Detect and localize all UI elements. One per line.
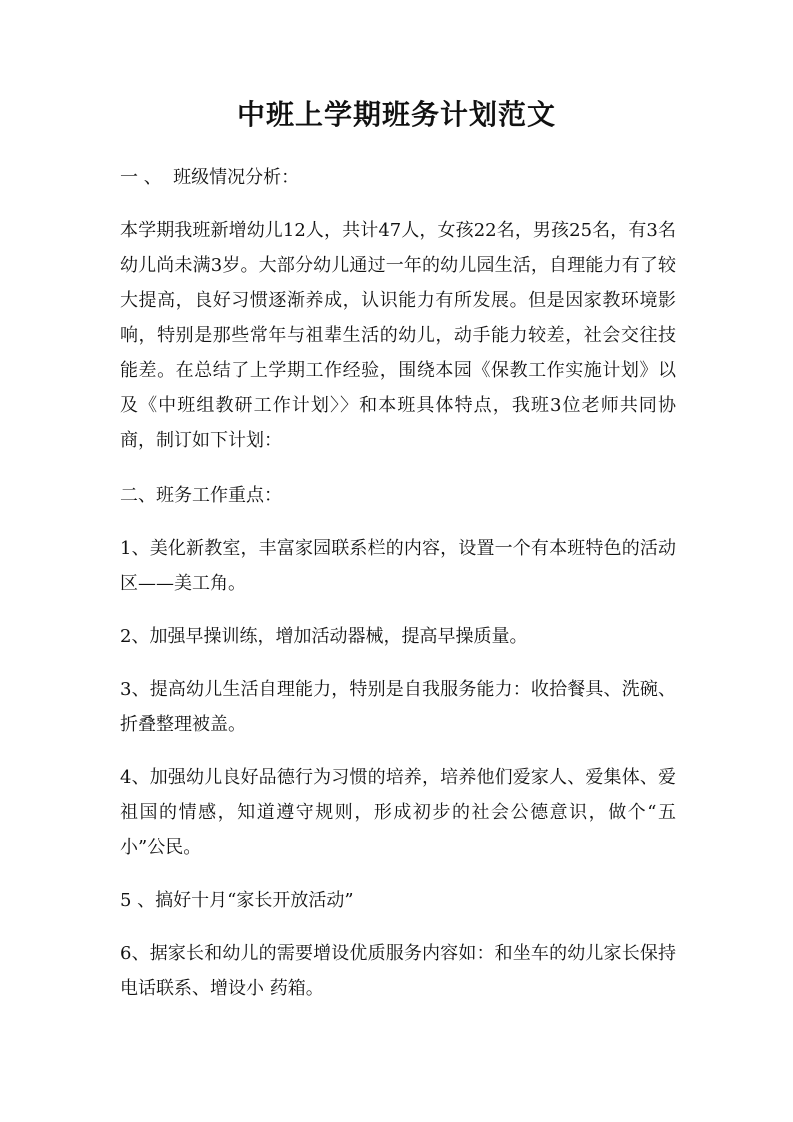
section-heading-class-analysis: 一 、 班级情况分析： <box>120 167 300 188</box>
class-analysis-paragraph: 本学期我班新增幼儿12人，共计47人，女孩22名，男孩25名，有3名幼儿尚未满3岁。大部分幼儿通过一年的幼儿园生活，自理能力有了较大提高，良好习惯逐渐养成，认识能力有所发展。但是因家教环境影响，特别是那些常年与祖辈生活的幼儿，动手能力较差，社会交往技能差。在总结了上学期工作经验，围绕本园《保教工作实施计划》以及《中班组教研工作计划〉〉和本班具体特点，我班3位老师共同协商，制订如下计划： <box>120 220 676 451</box>
list-item: 3、提高幼儿生活自理能力，特别是自我服务能力：收拾餐具、洗碗、折叠整理被盖。 <box>120 679 676 735</box>
document-title: 中班上学期班务计划范文 <box>236 98 556 131</box>
list-item: 1、美化新教室，丰富家园联系栏的内容，设置一个有本班特色的活动区——美工角。 <box>120 538 676 594</box>
section-heading-key-tasks: 二、班务工作重点： <box>120 485 282 506</box>
list-item: 4、加强幼儿良好品德行为习惯的培养，培养他们爱家人、爱集体、爱祖国的情感，知道遵守规则，形成初步的社会公德意识，做个“五小”公民。 <box>120 767 676 858</box>
list-item: 5 、搞好十月“家长开放活动” <box>120 890 354 911</box>
list-item: 2、加强早操训练，增加活动器械，提高早操质量。 <box>120 626 528 647</box>
document-body <box>120 160 676 1024</box>
list-item: 6、据家长和幼儿的需要增设优质服务内容如：和坐车的幼儿家长保持电话联系、增设小 药箱。 <box>120 943 676 999</box>
